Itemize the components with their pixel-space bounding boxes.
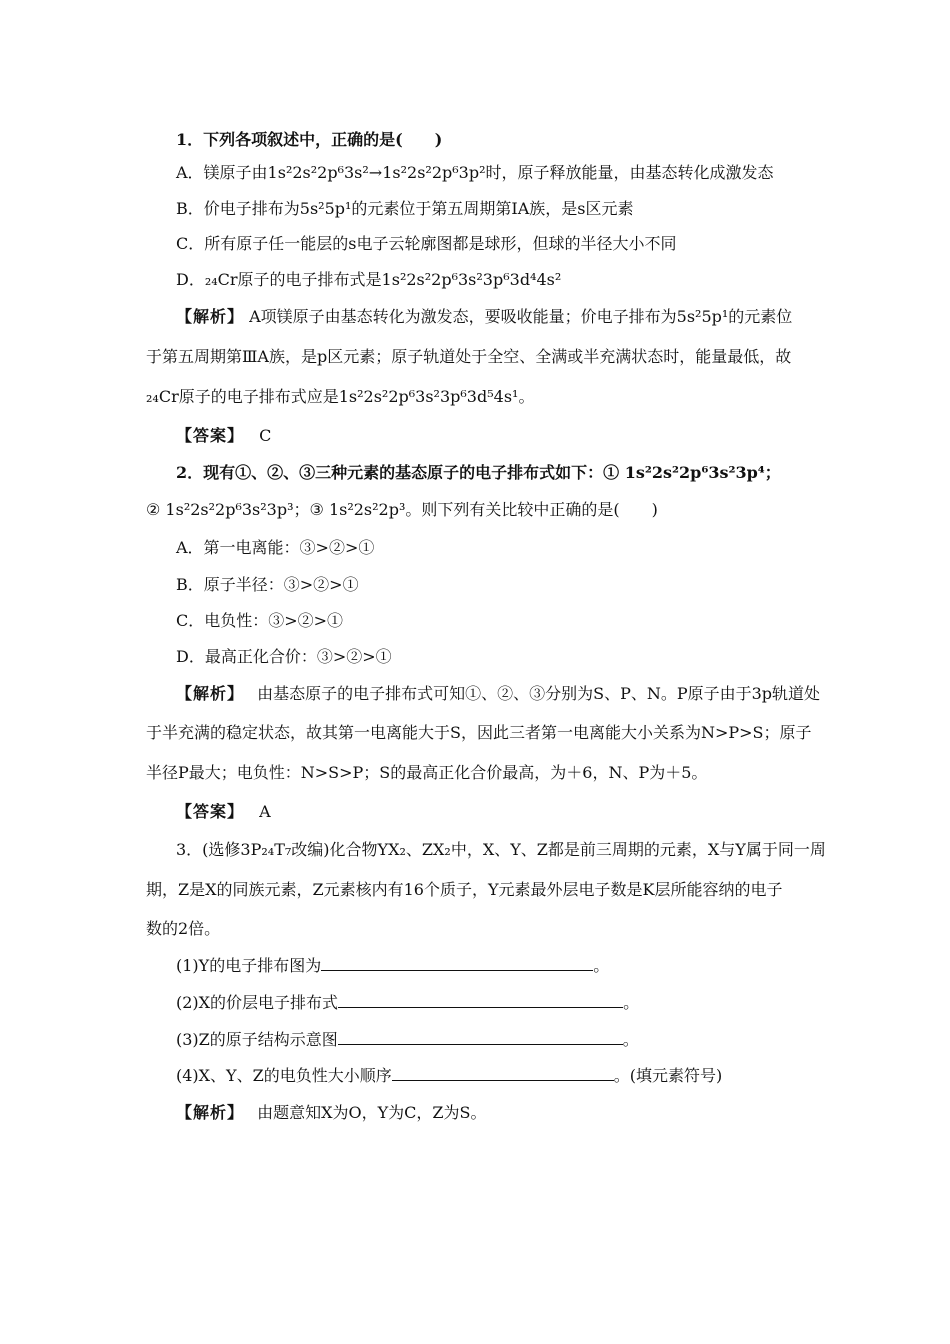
q2-analysis-line-1 bbox=[176, 682, 836, 706]
q3-part-1-label: (1)Y的电子排布图为 bbox=[176, 956, 322, 975]
q3-part-3 bbox=[176, 1028, 836, 1052]
q3-stem-line-1: 3．(选修3P₂₄T₇改编)化合物YX₂、ZX₂中，X、Y、Z都是前三周期的元素，X与Y属于同一周 bbox=[176, 840, 826, 859]
q3-part-2 bbox=[176, 991, 836, 1015]
q3-part-2-blank[interactable] bbox=[338, 992, 623, 1008]
q3-analysis-text: 由题意知X为O，Y为C，Z为S。 bbox=[257, 1103, 487, 1122]
analysis-tag: 【解析】 bbox=[176, 1103, 245, 1122]
q3-part-2-label: (2)X的价层电子排布式 bbox=[176, 993, 339, 1012]
q3-part-1-blank[interactable] bbox=[321, 955, 593, 971]
q2-answer-value: A bbox=[259, 802, 271, 821]
q3-part-3-end: 。 bbox=[622, 1030, 639, 1049]
q1-answer-value: C bbox=[259, 426, 272, 445]
q3-part-2-end: 。 bbox=[623, 993, 640, 1012]
q2-stem-line-1: 2．现有①、②、③三种元素的基态原子的电子排布式如下：① 1s²2s²2p⁶3s²3p⁴； bbox=[176, 463, 781, 482]
q2-option-b: B．原子半径：③>②>① bbox=[176, 575, 359, 594]
q1-option-b: B．价电子排布为5s²5p¹的元素位于第五周期第ⅠA族，是s区元素 bbox=[176, 199, 634, 218]
q3-part-4 bbox=[176, 1064, 836, 1088]
q3-part-3-label: (3)Z的原子结构示意图 bbox=[176, 1030, 338, 1049]
q3-part-4-blank[interactable] bbox=[392, 1065, 614, 1081]
q3-part-1 bbox=[176, 954, 836, 978]
q1-analysis-text: A项镁原子由基态转化为激发态，要吸收能量；价电子排布为5s²5p¹的元素位 bbox=[249, 307, 793, 326]
q1-analysis-line-2: 于第五周期第ⅢA族，是p区元素；原子轨道处于全空、全满或半充满状态时，能量最低，故 bbox=[146, 347, 792, 366]
q1-answer bbox=[176, 424, 836, 448]
answer-tag: 【答案】 bbox=[176, 802, 245, 821]
q2-stem-line-2: ② 1s²2s²2p⁶3s²3p³；③ 1s²2s²2p³。则下列有关比较中正确的是( ) bbox=[146, 500, 658, 519]
answer-tag: 【答案】 bbox=[176, 426, 245, 445]
q1-option-a: A．镁原子由1s²2s²2p⁶3s²→1s²2s²2p⁶3p²时，原子释放能量，由基态转化成激发态 bbox=[176, 163, 774, 182]
q2-option-c: C．电负性：③>②>① bbox=[176, 611, 344, 630]
q1-analysis-line-1 bbox=[176, 305, 836, 329]
analysis-tag: 【解析】 bbox=[176, 684, 245, 703]
q3-part-4-label: (4)X、Y、Z的电负性大小顺序 bbox=[176, 1066, 392, 1085]
q2-analysis-text: 由基态原子的电子排布式可知①、②、③分别为S、P、N。P原子由于3p轨道处 bbox=[257, 684, 821, 703]
q2-option-d: D．最高正化合价：③>②>① bbox=[176, 647, 392, 666]
q3-part-1-end: 。 bbox=[593, 956, 610, 975]
q1-option-c: C．所有原子任一能层的s电子云轮廓图都是球形，但球的半径大小不同 bbox=[176, 234, 677, 253]
q3-stem-line-3: 数的2倍。 bbox=[146, 919, 221, 938]
q1-option-d: D．₂₄Cr原子的电子排布式是1s²2s²2p⁶3s²3p⁶3d⁴4s² bbox=[176, 270, 562, 289]
q3-stem-line-2: 期，Z是X的同族元素，Z元素核内有16个质子，Y元素最外层电子数是K层所能容纳的电子 bbox=[146, 880, 783, 899]
q2-option-a: A．第一电离能：③>②>① bbox=[176, 538, 375, 557]
q3-part-3-blank[interactable] bbox=[338, 1029, 623, 1045]
q2-analysis-line-3: 半径P最大；电负性：N>S>P；S的最高正化合价最高，为＋6，N、P为＋5。 bbox=[146, 763, 708, 782]
q3-part-4-end: 。(填元素符号) bbox=[613, 1066, 723, 1085]
analysis-tag: 【解析】 bbox=[176, 307, 245, 326]
q3-analysis bbox=[176, 1101, 836, 1125]
q2-answer bbox=[176, 800, 836, 824]
q2-analysis-line-2: 于半充满的稳定状态，故其第一电离能大于S，因此三者第一电离能大小关系为N>P>S；原子 bbox=[146, 723, 812, 742]
q1-stem: 1．下列各项叙述中，正确的是( ) bbox=[176, 130, 443, 149]
q1-analysis-line-3: ₂₄Cr原子的电子排布式应是1s²2s²2p⁶3s²3p⁶3d⁵4s¹。 bbox=[146, 387, 535, 406]
